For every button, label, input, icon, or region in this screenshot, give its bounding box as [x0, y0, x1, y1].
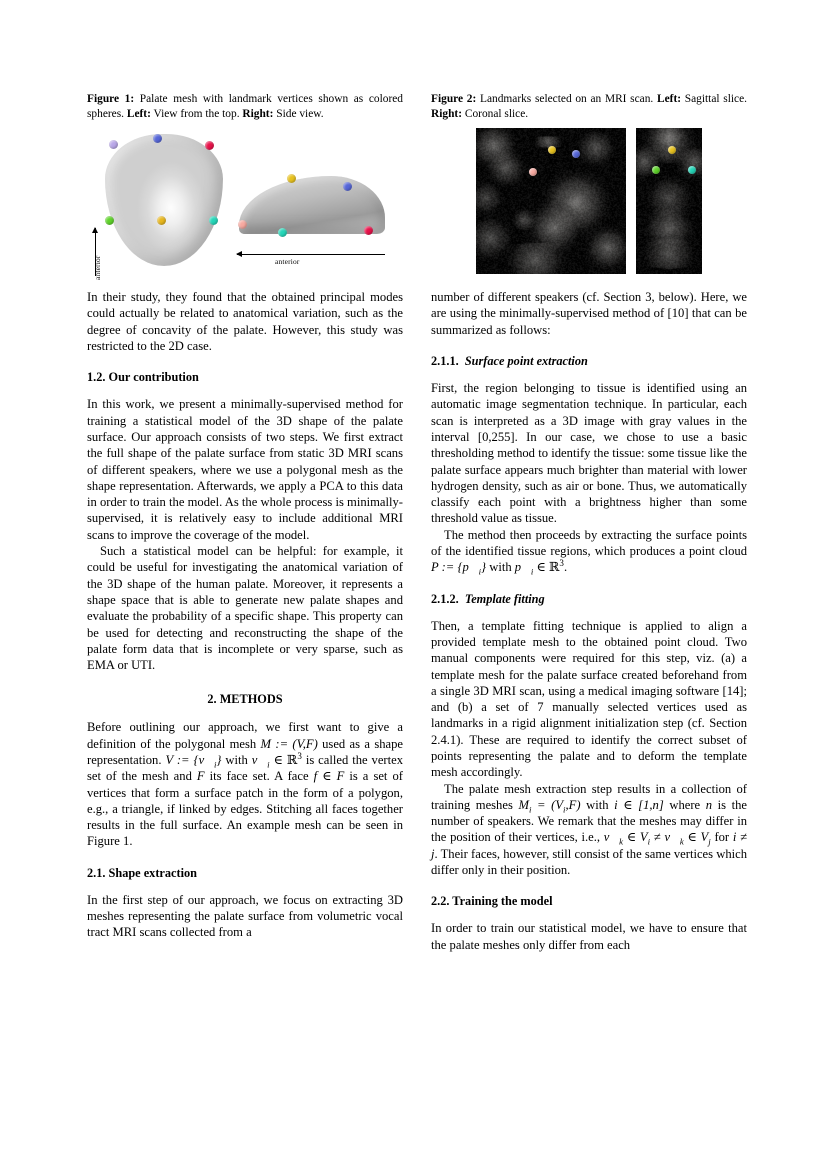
left-paragraph-3: Such a statistical model can be helpful: for example, it could be useful for investigating the anatomical variation of the 3D shape of the human palate. Moreover, it represents a shape space that is able to generate new palate shapes and evaluate the probability of a specific shape. This property can be used for detecting and reconstructing the shape of the palate form data that is incomplete or very sparse, such as EMA or UTI.: [87, 544, 403, 673]
landmark-green: [652, 166, 660, 174]
two-column-layout: [87, 92, 747, 953]
left-paragraph-4-a: Before outlining our approach, we first want to give a definition of the polygonal mesh: [87, 720, 403, 751]
landmark-salmon: [529, 168, 537, 176]
figure-2-caption: [431, 92, 747, 122]
landmark-yellow: [157, 216, 166, 225]
right-paragraph-4: Then, a template fitting technique is applied to align a provided template mesh to the obtained point cloud. Two manual components were required for this step, viz. (a) a template mesh for the palate surface created beforehand from a single 3D MRI scan, using a medical imaging software [14]; and (b) a set of 7 manually selected vertices used as landmarks in a rigid alignment initialization step (cf. Section 2.4.1). These are required to identify the correct subset of points representing the palate and to deform the template mesh accordingly.: [431, 618, 747, 780]
figure-2-label: Figure 2:: [431, 93, 477, 105]
anterior-axis-horizontal: [237, 254, 385, 255]
figure-2-right-text: Coronal slice.: [462, 107, 529, 120]
left-paragraph-4-b: used as a shape representation.: [87, 736, 404, 767]
heading-2-1-1-text: Surface point extraction: [464, 354, 588, 369]
figure-2-right-label: Right:: [431, 107, 463, 120]
landmark-yellow: [668, 146, 676, 154]
right-paragraph-2: First, the region belonging to tissue is identified using an automatic image segmentation technique. In particular, each scan is interpreted as a 3D image with gray values in the interval [0,255]. In our case, we chose to use a basic thresholding method to identify the tissue: some tissue like the palate surface appears much brighter than material with lower hydrogen density, such as air or bone. Thus, we automatically classify each point with a brightness higher than some threshold value as tissue.: [431, 381, 747, 526]
palate-surface-side: [239, 176, 385, 234]
landmark-cyan: [209, 216, 218, 225]
math-mesh-def: M := (V,F): [260, 736, 318, 751]
right-paragraph-5-d: . Their faces, however, still consist of the same vertices which differ only in their position.: [431, 846, 747, 878]
left-column: [87, 92, 403, 953]
right-paragraph-3: [431, 527, 747, 576]
landmark-blue: [572, 150, 580, 158]
heading-2-1-2: [431, 592, 747, 607]
math-n: n: [705, 797, 713, 812]
heading-2-1-1-number: 2.1.1.: [431, 354, 459, 369]
landmark-green: [105, 216, 114, 225]
math-face-elem: f ∈ F: [313, 769, 345, 784]
left-paragraph-2: In this work, we present a minimally-supervised method for training a statistical model of the 3D shape of the palate surface. Our approach consists of two steps. We first extract the full shape of the palate surface from static 3D MRI scans of different speakers, where we use a polygonal mesh as the shape representation. Afterwards, we apply a PCA to this data in order to train the model. As the whole process is minimally-supervised, it is relatively easy to include additional MRI scans to improve the coverage of the model.: [87, 397, 403, 542]
landmark-blue: [153, 134, 162, 143]
palate-surface-top: [105, 134, 223, 266]
heading-2-1: 2.1. Shape extraction: [87, 865, 197, 880]
right-paragraph-3-a: The method then proceeds by extracting the surface points of the identified tissue regions, which produces a point cloud: [431, 527, 747, 559]
right-column: [431, 92, 747, 953]
landmark-cyan: [278, 228, 287, 237]
math-training-meshes: $M_i = (V_i,F)$ with i ∈ [1,n]: [518, 797, 664, 815]
figure-1-left-label: Left:: [126, 107, 151, 120]
heading-2-methods: 2. METHODS: [207, 692, 283, 707]
math-vertex-inequality: $v⃗_k$ ∈ $V_i$ ≠ $v⃗_k$ ∈ $V_j$ for i ≠ j: [431, 830, 748, 861]
figure-2-caption-text: Landmarks selected on an MRI scan.: [476, 93, 657, 105]
left-paragraph-5: In the first step of our approach, we focus on extracting 3D meshes representing the palate surface from volumetric vocal tract MRI scans collected from a: [87, 892, 403, 940]
right-paragraph-6: In order to train our statistical model, we have to ensure that the palate meshes only differ from each: [431, 921, 747, 952]
left-paragraph-4-e: is a set of vertices that form a surface patch in the form of a polygon, e.g., a triangle, if linked by edges. Stitching all faces together results in the full surface. An example mesh can be seen in Figure 1.: [87, 769, 403, 849]
landmark-lavender: [109, 140, 118, 149]
heading-2-1-2-text: Template fitting: [464, 591, 545, 606]
right-paragraph-5-c: is the number of speakers. We remark that the meshes may differ in the position of their vertices, i.e.,: [431, 797, 748, 845]
mri-sagittal-slice: [476, 128, 626, 274]
figure-2-left-text: Sagittal slice.: [681, 93, 748, 105]
math-vertex-set: V := $\{v⃗_i\}$ with $v⃗_i$ ∈ ℝ$^3$: [165, 750, 302, 770]
right-paragraph-5-a: The palate mesh extraction step results in a collection of training meshes: [431, 781, 747, 812]
palate-mesh-side-view: [233, 168, 391, 242]
right-paragraph-3-b: .: [563, 560, 568, 575]
heading-2-1-1: [431, 354, 747, 369]
landmark-yellow: [287, 174, 296, 183]
math-face-set: F: [196, 769, 205, 784]
heading-1-2: 1.2. Our contribution: [87, 370, 199, 385]
landmark-crimson: [205, 141, 214, 150]
heading-2-2: 2.2. Training the model: [431, 894, 553, 909]
anterior-axis-label-vertical: anterior: [93, 255, 102, 280]
figure-1-right-text: Side view.: [273, 107, 324, 120]
landmark-salmon: [238, 220, 247, 229]
mri-coronal-slice: [636, 128, 702, 274]
left-paragraph-4-d: its face set. A face: [204, 769, 314, 784]
landmark-crimson: [364, 226, 373, 235]
figure-1-image: [87, 128, 403, 278]
left-paragraph-4-c: is called the vertex set of the mesh and: [87, 752, 404, 784]
right-paragraph-1: number of different speakers (cf. Section 3, below). Here, we are using the minimally-supervised method of [10] that can be summarized as follows:: [431, 290, 747, 337]
figure-2-image: [431, 128, 747, 278]
left-paragraph-1: In their study, they found that the obtained principal modes could actually be related to anatomical variation, such as the degree of concavity of the palate. However, this study was restricted to the 2D case.: [87, 290, 403, 354]
landmark-yellow: [548, 146, 556, 154]
right-paragraph-5: [431, 781, 747, 879]
landmark-blue: [343, 182, 352, 191]
landmark-cyan: [688, 166, 696, 174]
figure-1-caption: [87, 92, 403, 122]
right-paragraph-5-b: where: [663, 797, 706, 812]
math-point-cloud: P := $\{p⃗_i\}$ with $p⃗_i$ ∈ ℝ$^3$: [431, 558, 564, 577]
figure-1-left-text: View from the top.: [150, 107, 243, 120]
figure-1-right-label: Right:: [242, 107, 274, 120]
figure-2-left-label: Left:: [657, 93, 682, 105]
figure-1-caption-text: Palate mesh with landmark vertices shown as colored spheres.: [87, 93, 403, 120]
anterior-axis-label-horizontal: anterior: [275, 256, 300, 266]
left-paragraph-4: [87, 719, 403, 849]
heading-2-1-2-number: 2.1.2.: [431, 591, 459, 606]
figure-1-label: Figure 1:: [87, 93, 135, 105]
palate-mesh-top-view: [105, 134, 223, 266]
